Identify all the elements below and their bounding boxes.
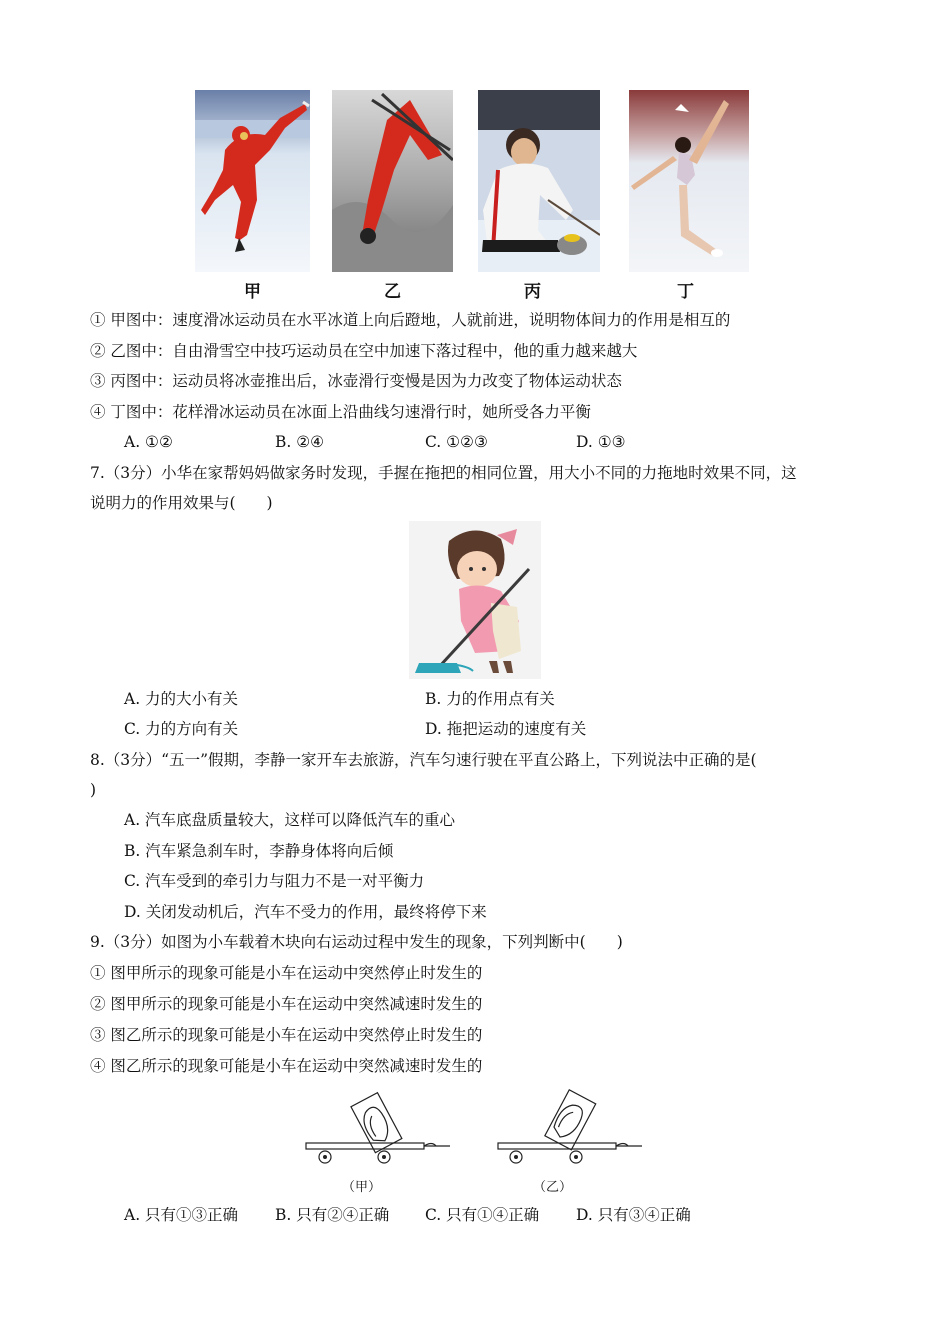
q9-option-c[interactable]: C. 只有①④正确 <box>425 1206 540 1224</box>
q8-option-b[interactable]: B. 汽车紧急刹车时，李静身体将向后倾 <box>124 842 394 860</box>
q6-statement-1: ① 甲图中：速度滑冰运动员在水平冰道上向后蹬地，人就前进，说明物体间力的作用是相互的 <box>90 311 731 329</box>
curling-player-photo <box>478 90 600 272</box>
caption-jia: 甲 <box>244 282 261 302</box>
cart-caption-yi: （乙） <box>533 1180 573 1195</box>
q7-option-b[interactable]: B. 力的作用点有关 <box>425 690 555 708</box>
q9-statement-4: ④ 图乙所示的现象可能是小车在运动中突然减速时发生的 <box>90 1057 483 1075</box>
q6-statement-3: ③ 丙图中：运动员将冰壶推出后，冰壶滑行变慢是因为力改变了物体运动状态 <box>90 372 622 390</box>
q7-option-a[interactable]: A. 力的大小有关 <box>124 690 239 708</box>
mopping-girl-illustration <box>409 521 541 679</box>
cart-diagram-yi <box>492 1085 652 1170</box>
q9-statement-3: ③ 图乙所示的现象可能是小车在运动中突然停止时发生的 <box>90 1026 483 1044</box>
q6-option-d[interactable]: D. ①③ <box>576 433 626 451</box>
aerial-skier-photo <box>332 90 453 272</box>
q6-option-a[interactable]: A. ①② <box>124 433 173 451</box>
q7-option-c[interactable]: C. 力的方向有关 <box>124 720 239 738</box>
q8-option-c[interactable]: C. 汽车受到的牵引力与阻力不是一对平衡力 <box>124 872 425 890</box>
q8-stem-line-1: 8.（3分）“五一”假期，李静一家开车去旅游，汽车匀速行驶在平直公路上，下列说法中正确的是( <box>90 751 757 769</box>
q7-stem-line-1: 7.（3分）小华在家帮妈妈做家务时发现，手握在拖把的相同位置，用大小不同的力拖地时效果不同，这 <box>90 464 797 482</box>
q6-option-c[interactable]: C. ①②③ <box>425 433 488 451</box>
q6-statement-2: ② 乙图中：自由滑雪空中技巧运动员在空中加速下落过程中，他的重力越来越大 <box>90 342 638 360</box>
q6-statement-4: ④ 丁图中：花样滑冰运动员在冰面上沿曲线匀速滑行时，她所受各力平衡 <box>90 403 591 421</box>
q8-option-d[interactable]: D. 关闭发动机后，汽车不受力的作用，最终将停下来 <box>124 903 487 921</box>
q9-statement-1: ① 图甲所示的现象可能是小车在运动中突然停止时发生的 <box>90 964 483 982</box>
q9-option-b[interactable]: B. 只有②④正确 <box>275 1206 390 1224</box>
q7-option-d[interactable]: D. 拖把运动的速度有关 <box>425 720 587 738</box>
q6-option-b[interactable]: B. ②④ <box>275 433 325 451</box>
q9-option-a[interactable]: A. 只有①③正确 <box>124 1206 239 1224</box>
q8-stem-line-2: ) <box>90 781 97 799</box>
q9-option-d[interactable]: D. 只有③④正确 <box>576 1206 691 1224</box>
caption-yi: 乙 <box>384 282 401 302</box>
caption-ding: 丁 <box>677 282 694 302</box>
figure-skater-photo <box>629 90 749 272</box>
q9-stem: 9.（3分）如图为小车载着木块向右运动过程中发生的现象，下列判断中( ) <box>90 933 623 951</box>
q7-stem-line-2: 说明力的作用效果与( ) <box>90 494 273 512</box>
cart-diagram-jia <box>300 1085 460 1170</box>
q8-option-a[interactable]: A. 汽车底盘质量较大，这样可以降低汽车的重心 <box>124 811 456 829</box>
cart-caption-jia: （甲） <box>342 1180 382 1195</box>
caption-bing: 丙 <box>524 282 541 302</box>
q9-statement-2: ② 图甲所示的现象可能是小车在运动中突然减速时发生的 <box>90 995 483 1013</box>
speed-skater-photo <box>195 90 310 272</box>
